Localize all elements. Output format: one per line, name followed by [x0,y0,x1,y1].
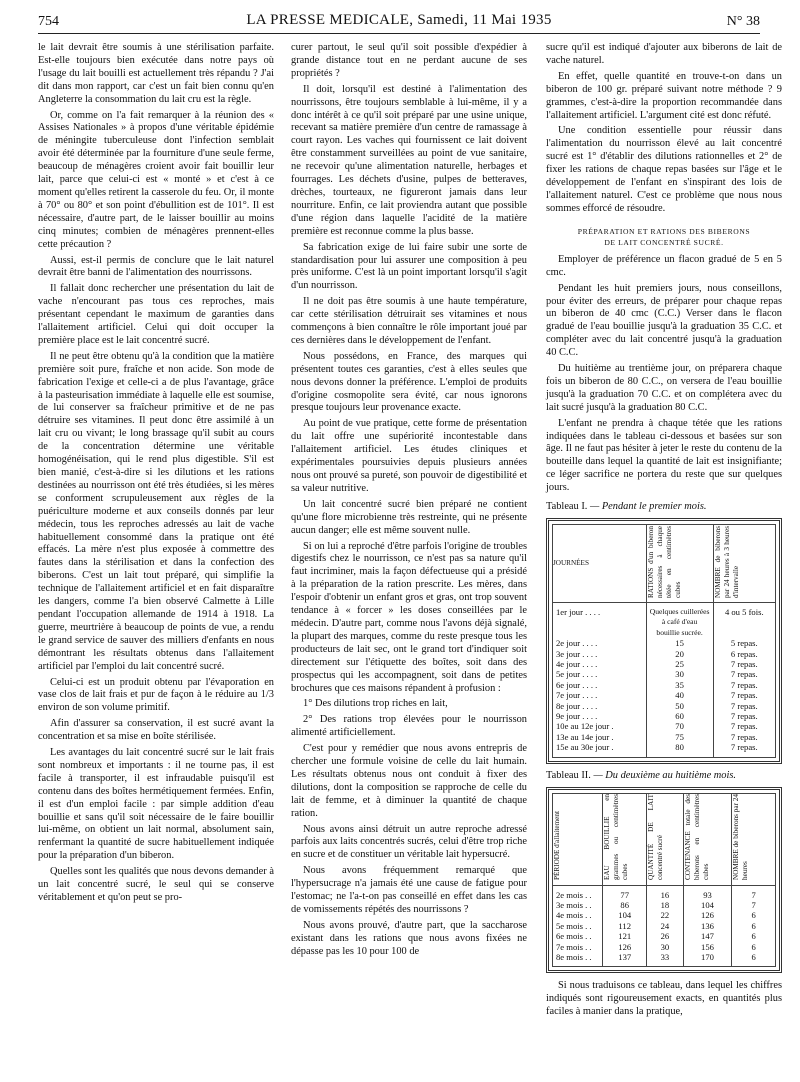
page-header [38,7,760,34]
paragraph: Aussi, est-il permis de conclure que le lait naturel devrait être banni de l'alimentation des nourrissons. [38,254,274,279]
table-1-cell: 30 [646,669,713,679]
table-1-cell: 13e au 14e jour . [553,732,647,742]
table-1-cell: 7e jour . . . . [553,690,647,700]
table-1-row [553,721,776,731]
table-1-cell: 6e jour . . . . [553,680,647,690]
table-1-cell: Quelques cuillerées à café d'eau bouillie sucrée. [646,603,713,639]
table-1-header: RATIONS d'un biberon nécessaires à chaque tétée en centimètres cubes [646,525,682,598]
table-1-cell: 7 repas. [713,732,775,742]
table-1-cell: 80 [646,742,713,757]
table-1-cell: 5 repas. [713,638,775,648]
table-2-cell: 6 [732,921,776,931]
table-2-cell: 22 [647,910,684,920]
table-1-cell: 7 repas. [713,680,775,690]
table-1-cell: 6 repas. [713,649,775,659]
table-2-cell: 16 [647,885,684,900]
table-2-cell: 170 [683,952,731,967]
paragraph: Nous avons prouvé, d'autre part, que la saccharose existant dans les rations que nous avons fixées ne dépasse pas les 10 pour 100 de [291,919,527,957]
table-1-row [553,603,776,639]
table-1-cell: 70 [646,721,713,731]
table-2-row [553,931,776,941]
table-1-row [553,690,776,700]
table-1-cell: 7 repas. [713,701,775,711]
table-2-cell: 6 [732,942,776,952]
paragraph: Du huitième au trentième jour, on préparera chaque fois un biberon de 80 C.C., on versera de l'eau bouillie jusqu'à la graduation 70 C.C. et on complétera avec du lait sucré jusqu'à la graduation 80 C.C. [546,363,782,413]
table-1-row [553,742,776,757]
paragraph: sucre qu'il est indiqué d'ajouter aux biberons de lait de vache naturel. [546,42,782,66]
table-1-cell: 1er jour . . . . [553,603,647,639]
table-2-row [553,921,776,931]
paragraph: Au point de vue pratique, cette forme de présentation du lait offre une supériorité incontestable dans l'allaitement artificiel. Les études cliniques et expérimentales poursuivies depuis plusieurs années nous ont prouvé sa pureté, son pouvoir de digestibilité et sa valeur nutritive. [291,418,527,494]
table-1-cell: 15e au 30e jour . [553,742,647,757]
table-1-cell: 15 [646,638,713,648]
table-2-cell: 6e mois . . [553,931,603,941]
table-1-row [553,669,776,679]
paragraph: En effet, quelle quantité en trouve-t-on dans un biberon de 100 gr. préparé suivant notre méthode ? 9 grammes, c'est-à-dire la proportion recommandée dans l'allaitement artificiel. L'argument cité est donc réfuté. [546,70,782,121]
table-1-cell: 7 repas. [713,742,775,757]
table-2-cell: 6 [732,931,776,941]
paragraph: le lait devrait être soumis à une stérilisation parfaite. Est-elle toujours bien exécutée dans notre pays où l'usage du lait bouilli est actuellement très répandu ? J'ai dit dans mon rapport, car c'est un fait bien connu qu'en Angleterre la consommation du lait cru est la règle. [38,42,274,105]
paragraph: 2° Des rations trop élevées pour le nourrisson alimenté artificiellement. [291,714,527,739]
journal-title: LA PRESSE MEDICALE, Samedi, 11 Mai 1935 [246,12,552,28]
table-2-cell: 6 [732,910,776,920]
table-2-cell: 6 [732,952,776,967]
table-1-row [553,638,776,648]
table-2-cell: 136 [683,921,731,931]
table-1-cell: 7 repas. [713,690,775,700]
table-1-cell: 25 [646,659,713,669]
table-2-cell: 156 [683,942,731,952]
paragraph: Quelles sont les qualités que nous devons demander à un lait concentré sucré, le seul qui se conserve véritablement et qu'on peut se pro- [38,866,274,903]
table-2-row [553,910,776,920]
paragraph: Un lait concentré sucré bien préparé ne contient qu'une flore microbienne très restreinte, qui ne présente aucun danger; elle est même souvent nulle. [291,498,527,536]
table-1-cell: 75 [646,732,713,742]
issue-number: N° 38 [726,14,760,29]
paragraph: C'est pour y remédier que nous avons entrepris de chercher une formule voisine de celle du lait humain. Les résultats obtenus nous ont conduit à fixer des dilutions, dont la composition se rapproche de celle du lait de femme, et à diminuer la quantité de chaque ration. [291,743,527,819]
table-2-row [553,942,776,952]
table-2-cell: 104 [603,910,647,920]
table-1-cell: 4 ou 5 fois. [713,603,775,639]
paragraph: Une condition essentielle pour réussir dans l'alimentation du nourrisson élevé au lait concentré sucré est 1° d'établir des dilutions rationnelles et 2° de fixer les rations de chaque repas basées sur l'âge et le développement de l'enfant en s'inspirant des lois de l'allaitement naturel. C'est ce problème que nous nous sommes efforcé de résoudre. [546,125,782,214]
table-2-cell: 147 [683,931,731,941]
table-2-header: CONTENANCE totale des biberons en centimètres cubes [683,794,710,881]
table-2-header: PÉRIODE d'allaitement [553,811,561,881]
table-2 [546,787,782,974]
paragraph: Si nous traduisons ce tableau, dans lequel les chiffres indiqués sont rigoureusement exacts, en quantités plus faciles à manier dans la pratique, [546,980,782,1018]
paragraph: Afin d'assurer sa conservation, il est sucré avant la concentration et sa mise en boîte stérilisée. [38,718,274,743]
table-1-cell: 50 [646,701,713,711]
table-1-row [553,701,776,711]
table-1-cell: 2e jour . . . . [553,638,647,648]
paragraph: Il ne peut être obtenu qu'à la condition que la matière première soit pure, fraîche et non acide. Son mode de fabrication l'exige et celle-ci a de plus l'avantage, grâce à la pasteurisation immédiate à laquelle elle est soumise, de lui conserver sa fraîcheur primitive et de ne pas détruire ses vitamines. Il peut donc être assimilé à un lait cru ou vivant; le long brassage qu'il subit au cours de la concentration détermine une véritable homogénéisation, qui le rend plus digestible. S'il est bien manié, c'est-à-dire si les dilutions et les rations destinées au nourrisson ont été très étudiées, si les mères se conforment scrupuleusement aux règles de la puériculture moderne et aux conseils donnés par leur médecin, tous les reproches adressés au lait de vache habituellement consommé dans la pratique ont été effacés. La mère n'est plus exposée à commettre des fautes dans la stérilisation et dans la confection des biberons. C'est un lait tout préparé, qui simplifie la technique de l'allaitement artificiel et en fait disparaître les dangers, comme l'a bien observé Calmette à Lille pendant l'occupation allemande de 1914 à 1918. La guerre, meurtrière à beaucoup de points de vue, a rendu le grand service de sauver des milliers d'enfants en nous démontrant les résultats obtenus dans l'allaitement artificiel par l'emploi du lait concentré sucré. [38,350,274,672]
page-number: 754 [38,14,59,29]
table-1-cell: 3e jour . . . . [553,649,647,659]
table-2-cell: 126 [603,942,647,952]
table-2-cell: 3e mois . . [553,900,603,910]
table-2-cell: 5e mois . . [553,921,603,931]
table-1-cell: 7 repas. [713,669,775,679]
table-1-cell: 20 [646,649,713,659]
paragraph: L'enfant ne prendra à chaque tétée que les rations indiquées dans le tableau ci-dessous et basées sur son âge. Il ne faut pas hésiter à jeter le reste du contenu de la bouteille dans lequel la quantité de lait est insignifiante; ce léger sacrifice ne portera du reste que sur quelques jours. [546,417,782,494]
paragraph: Si on lui a reproché d'être parfois l'origine de troubles digestifs chez le nourrisson, ce n'est pas sa nature qu'il faut incriminer, mais la façon défectueuse qui a présidé à la préparation de la ration prescrite. Les mères, dans l'espoir d'obtenir un enfant gros et gras, ont trop souvent tendance à « forcer » les doses conseillées par le médecin. D'autre part, comme nous l'avons déjà signalé, la plupart des marques, comme du reste presque tous les producteurs de lait sec, ont le grand tort d'indiquer soit directement sur l'étiquette des boîtes, soit dans des prospectus qui les accompagnent, soit dans de petites brochures que ces maisons répandent à profusion : [291,540,527,694]
table-1-caption: Tableau I. — Pendant le premier mois. [546,501,707,513]
table-2-row [553,952,776,967]
section-title: PRÉPARATION ET RATIONS DES BIBERONS DE LAIT CONCENTRÉ SUCRÉ. [577,226,751,247]
table-1 [546,518,782,764]
table-2-cell: 93 [683,885,731,900]
table-2-cell: 33 [647,952,684,967]
column-2 [291,42,527,962]
paragraph: 1° Des dilutions trop riches en lait, [303,698,448,710]
table-1-cell: 7 repas. [713,721,775,731]
table-1-cell: 40 [646,690,713,700]
paragraph: Il fallait donc rechercher une présentation du lait de vache n'encourant pas tous ces reproches, mais présentant cependant le maximum de garanties dans l'allaitement artificiel. Celui qui doit occuper la première place est le lait concentré sucré. [38,283,274,346]
table-1-cell: 9e jour . . . . [553,711,647,721]
paragraph: curer partout, le seul qu'il soit possible d'expédier à grande distance tout en ne perdant aucune de ses propriétés ? [291,42,527,79]
table-1-cell: 7 repas. [713,711,775,721]
table-2-cell: 24 [647,921,684,931]
table-2-header: QUANTITÉ DE LAIT concentré sucré [647,794,665,881]
table-1-row [553,732,776,742]
paragraph: Sa fabrication exige de lui faire subir une sorte de standardisation pour lui assurer une composition à peu près uniforme. C'est là un point important lorsqu'il s'agit d'un nourrisson. [291,241,527,292]
table-2-row [553,900,776,910]
paragraph: Nous avons ainsi détruit un autre reproche adressé parfois aux laits concentrés sucrés, celui d'être trop riche en sucre et de constituer un véritable lait hypersucré. [291,823,527,861]
paragraph: Or, comme on l'a fait remarquer à la réunion des « Assises Nationales » à propos d'une véritable épidémie de méningite tuberculeuse dont l'infection semblait avoir été déterminée par la fourniture d'une seule ferme, beaucoup de ménagères croient avoir fait bouillir leur lait, parce que celui-ci est « monté » et c'est à ce moment qu'elles retirent la casserole du feu. Or, il monte à 70° ou 80° et son point d'ébullition est de 101°. Il est nécessaire, d'autre part, de le laisser bouillir au moins cinq minutes; combien de ménagères prennent-elles cette précaution ? [38,109,274,250]
table-2-cell: 137 [603,952,647,967]
table-2-cell: 2e mois . . [553,885,603,900]
table-1-cell: 5e jour . . . . [553,669,647,679]
table-2-cell: 8e mois . . [553,952,603,967]
table-1-cell: 7 repas. [713,659,775,669]
table-1-cell: 10e au 12e jour . [553,721,647,731]
paragraph: Il ne doit pas être soumis à une haute température, car cette stérilisation détruirait ses vitamines et nous commençons à bien connaître le rôle important joué par ces dernières dans le développement de l'enfant. [291,296,527,346]
table-2-cell: 121 [603,931,647,941]
paragraph: Pendant les huit premiers jours, nous conseillons, pour éviter des erreurs, de préparer pour chaque repas un biberon de 40 cmc (C.C.) Verser dans le flacon gradué de l'eau bouillie jusqu'à la graduation 35 C.C. et compléter avec du lait concentré jusqu'à la graduation 40 C.C. [546,282,782,359]
column-1 [38,42,274,908]
table-2-cell: 18 [647,900,684,910]
paragraph: Il doit, lorsqu'il est destiné à l'alimentation des nourrissons, être toujours semblable à lui-même, il y a donc intérêt à ce qu'il soit préparé par une usine unique, recevant sa matière première d'un centre de ramassage à court rayon. Les vaches qui fournissent ce lait doivent être constamment surveillées au point de vue sanitaire, ne recevoir qu'une alimentation naturelle, herbages et fourrages. Les déchets d'usine, pulpes de betteraves, drèches, tourteaux, ne figureront jamais dans leur nourriture. Enfin, ce lait proviendra autant que possible d'une région dans laquelle l'acidité de la matière première est reconnue comme la plus basse. [291,83,527,237]
table-1-cell: 4e jour . . . . [553,659,647,669]
table-1-row [553,649,776,659]
table-1-cell: 60 [646,711,713,721]
table-2-cell: 104 [683,900,731,910]
table-2-header: NOMBRE de biberons par 24 heures [732,794,750,881]
table-1-cell: 8e jour . . . . [553,701,647,711]
paragraph: Nous avons fréquemment remarqué que l'hypersucrage n'a jamais été une cause de fatigue pour l'estomac; ne l'a-t-on pas conseillé en effet dans les cas de vomissements répétés des nourrissons ? [291,865,527,915]
table-1-row [553,680,776,690]
paragraph: Employer de préférence un flacon gradué de 5 en 5 cmc. [546,253,782,278]
table-2-row [553,885,776,900]
column-3 [546,42,782,1022]
table-2-cell: 86 [603,900,647,910]
table-1-row [553,659,776,669]
paragraph: Les avantages du lait concentré sucré sur le lait frais sont nombreux et importants : il ne tourne pas, il est facile à transporter, il est infraudable puisqu'il est contenu dans des boîtes hermétiquement fermées. Enfin, il est d'un emploi facile : par simple addition d'eau bouillie et sans qu'il soit nécessaire de le faire bouillir lui-même, on obtient un lait normal, absolument sain, renfermant la quantité de sucre habituellement indiquée pour la préparation d'un biberon. [38,747,274,862]
paragraph: Nous possédons, en France, des marques qui présentent toutes ces garanties, c'est à elles seules que nous devons donner la préférence. L'emploi de produits d'origine cosmopolite sera évité, car nous ignorons presque toujours leur provenance exacte. [291,350,527,414]
table-1-header: JOURNÉES [553,559,589,568]
table-1-header: NOMBRE de biberons par 24 heures à 3 heures d'intervalle [713,525,740,598]
table-2-cell: 7e mois . . [553,942,603,952]
table-2-cell: 126 [683,910,731,920]
table-2-caption: Tableau II. — Du deuxième au huitième mois. [546,769,737,781]
table-1-row [553,711,776,721]
table-2-cell: 112 [603,921,647,931]
table-2-header: EAU BOUILLIE en grammes ou centimètres cubes [603,794,630,881]
table-1-cell: 35 [646,680,713,690]
table-2-cell: 7 [732,885,776,900]
paragraph: Celui-ci est un produit obtenu par l'évaporation en vase clos de lait frais et pur de façon à le réduire au 1/3 environ de son volume primitif. [38,676,274,714]
table-2-cell: 77 [603,885,647,900]
table-2-cell: 26 [647,931,684,941]
table-2-cell: 30 [647,942,684,952]
table-2-cell: 4e mois . . [553,910,603,920]
table-2-cell: 7 [732,900,776,910]
